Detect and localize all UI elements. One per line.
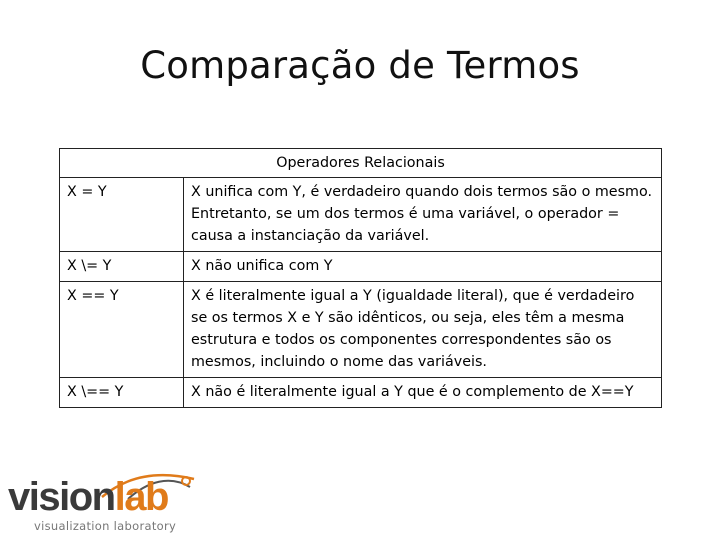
- logo-wordmark: [8, 475, 168, 519]
- logo-word-lab: lab: [114, 475, 168, 519]
- relational-operators-table: [59, 148, 662, 408]
- table-row: [60, 178, 662, 252]
- logo-word-vision: vision: [8, 475, 115, 519]
- operator-cell: X \= Y: [60, 252, 184, 282]
- slide-title: Comparação de Termos: [140, 44, 580, 87]
- description-cell: X unifica com Y, é verdadeiro quando dois termos são o mesmo. Entretanto, se um dos termos é uma variável, o operador = causa a instanciação da variável.: [184, 178, 662, 252]
- table-header-row: [60, 149, 662, 178]
- operator-cell: X \== Y: [60, 378, 184, 408]
- table-row: [60, 252, 662, 282]
- table-row: [60, 378, 662, 408]
- operator-cell: X = Y: [60, 178, 184, 252]
- operator-cell: X == Y: [60, 282, 184, 378]
- table-row: [60, 282, 662, 378]
- visionlab-logo: [8, 475, 193, 537]
- table-header: Operadores Relacionais: [60, 149, 662, 178]
- description-cell: X é literalmente igual a Y (igualdade literal), que é verdadeiro se os termos X e Y são idênticos, ou seja, eles têm a mesma estrutura e todos os componentes correspondentes são os mesmos, incluindo o nome das variáveis.: [184, 282, 662, 378]
- logo-tagline: visualization laboratory: [34, 519, 177, 533]
- description-cell: X não unifica com Y: [184, 252, 662, 282]
- description-cell: X não é literalmente igual a Y que é o complemento de X==Y: [184, 378, 662, 408]
